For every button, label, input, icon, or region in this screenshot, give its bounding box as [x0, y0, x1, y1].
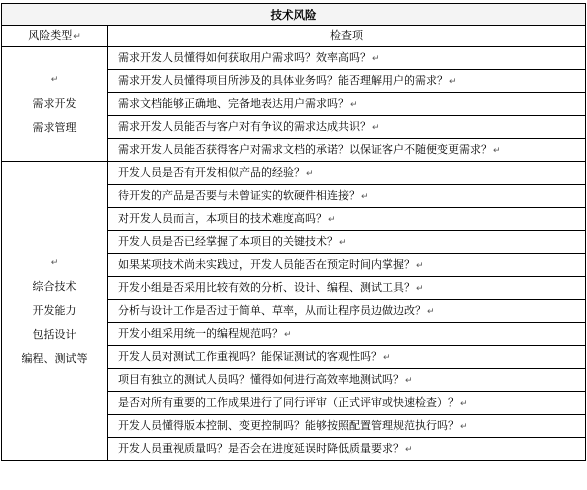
check-item-text: 开发小组是否采用比较有效的分析、设计、编程、测试工具？	[118, 280, 415, 294]
check-item	[108, 392, 586, 415]
risk-category-line: 包括设计	[32, 328, 77, 341]
check-item-text: 需求开发人员能否获得客户对需求文档的承诺？以保证客户不随便变更需求？	[118, 142, 492, 156]
check-item-text: 开发人员是否已经掌握了本项目的关键技术？	[118, 234, 338, 248]
check-item	[108, 346, 586, 369]
check-item	[108, 93, 586, 116]
check-item	[108, 185, 586, 208]
paragraph-mark-icon: ↵	[372, 53, 380, 64]
tech-risk-table	[1, 3, 586, 461]
table-title: 技术风险	[2, 4, 586, 26]
paragraph-mark-icon: ↵	[339, 237, 347, 248]
paragraph-mark-icon: ↵	[427, 306, 435, 317]
check-item	[108, 369, 586, 392]
table-row	[2, 47, 586, 70]
risk-category-line: 编程、测试等	[21, 352, 88, 365]
risk-category-line: 需求管理	[32, 121, 77, 134]
check-item	[108, 116, 586, 139]
check-item-text: 对开发人员而言，本项目的技术难度高吗？	[118, 211, 327, 225]
check-item	[108, 231, 586, 254]
check-item-text: 需求开发人员能否与客户对有争议的需求达成共识？	[118, 119, 371, 133]
paragraph-mark-icon: ↵	[460, 398, 468, 409]
check-item-text: 分析与设计工作是否过于简单、草率，从而让程序员边做边改？	[118, 303, 426, 317]
check-item	[108, 162, 586, 185]
check-item	[108, 323, 586, 346]
check-item	[108, 254, 586, 277]
paragraph-mark-icon: ↵	[405, 444, 413, 455]
check-item-text: 需求文档能够正确地、完备地表达用户需求吗？	[118, 96, 349, 110]
check-item	[108, 208, 586, 231]
check-item	[108, 47, 586, 70]
paragraph-mark-icon: ↵	[306, 168, 314, 179]
header-risk-type	[2, 26, 108, 47]
check-item-text: 开发人员对测试工作重视吗？能保证测试的客观性吗？	[118, 349, 382, 363]
risk-category-cell	[2, 162, 108, 461]
check-item-text: 开发小组采用统一的编程规范吗？	[118, 326, 283, 340]
paragraph-mark-icon: ↵	[50, 258, 59, 268]
paragraph-mark-icon: ↵	[372, 122, 380, 133]
paragraph-mark-icon: ↵	[73, 31, 81, 42]
table-row	[2, 162, 586, 185]
table-body	[2, 4, 586, 461]
paragraph-mark-icon: ↵	[50, 75, 59, 85]
header-check-item: 检查项	[108, 26, 586, 47]
paragraph-mark-icon: ↵	[383, 352, 391, 363]
check-item	[108, 277, 586, 300]
paragraph-mark-icon: ↵	[405, 375, 413, 386]
paragraph-mark-icon: ↵	[284, 329, 292, 340]
paragraph-mark-icon: ↵	[416, 283, 424, 294]
check-item-text: 开发人员是否有开发相似产品的经验？	[118, 165, 305, 179]
paragraph-mark-icon: ↵	[493, 145, 501, 156]
title-row	[2, 4, 586, 26]
check-item-text: 如果某项技术尚未实践过，开发人员能否在预定时间内掌握？	[118, 257, 415, 271]
check-item	[108, 139, 586, 162]
paragraph-mark-icon: ↵	[460, 421, 468, 432]
risk-category-line: 需求开发	[32, 97, 77, 110]
check-item-text: 开发人员懂得版本控制、变更控制吗？能够按照配置管理规范执行吗？	[118, 418, 459, 432]
check-item-text: 开发人员重视质量吗？是否会在进度延误时降低质量要求？	[118, 441, 404, 455]
paragraph-mark-icon: ↵	[328, 214, 336, 225]
check-item-text: 需求开发人员懂得如何获取用户需求吗？效率高吗？	[118, 50, 371, 64]
check-item-text: 待开发的产品是否要与未曾证实的软硬件相连接？	[118, 188, 360, 202]
paragraph-mark-icon: ↵	[361, 191, 369, 202]
risk-category-line: 开发能力	[32, 304, 77, 317]
header-row	[2, 26, 586, 47]
risk-category-line: 综合技术	[32, 280, 77, 293]
check-item	[108, 438, 586, 461]
paragraph-mark-icon: ↵	[449, 76, 457, 87]
paragraph-mark-icon: ↵	[350, 99, 358, 110]
check-item-text: 需求开发人员懂得项目所涉及的具体业务吗？能否理解用户的需求？	[118, 73, 448, 87]
check-item	[108, 300, 586, 323]
check-item	[108, 415, 586, 438]
check-item-text: 项目有独立的测试人员吗？懂得如何进行高效率地测试吗？	[118, 372, 404, 386]
check-item	[108, 70, 586, 93]
paragraph-mark-icon: ↵	[416, 260, 424, 271]
check-item-text: 是否对所有重要的工作成果进行了同行评审（正式评审或快速检查）？	[118, 395, 459, 409]
risk-category-cell	[2, 47, 108, 162]
header-risk-type-label: 风险类型	[28, 28, 73, 42]
